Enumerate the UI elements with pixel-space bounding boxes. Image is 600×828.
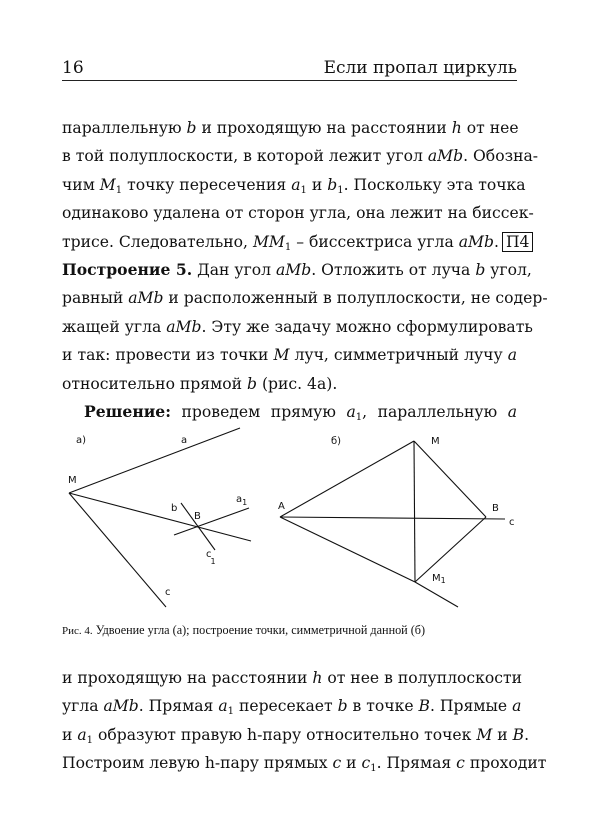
text-line: и так: провести из точки M луч, симметричный лучу a (62, 346, 517, 365)
page-number: 16 (62, 58, 84, 78)
label-M: M (68, 475, 77, 486)
label-B: B (194, 511, 201, 522)
figure-panel-b (280, 441, 505, 607)
text-line: параллельную b и проходящую на расстоянии h от нее (62, 119, 519, 137)
figure-caption: Рис. 4. Удвоение угла (а); построение точки, симметричной данной (б) (62, 623, 426, 637)
label-M1: $M_1$ (432, 573, 446, 585)
construction-heading: Построение 5. (62, 259, 193, 279)
label-a1: $a_1$ (236, 494, 248, 507)
label-M-b: M (431, 436, 440, 447)
label-b: b (171, 503, 178, 514)
text-line: чим $M_1$ точку пересечения $a_1$ и $b_1$. Поскольку эта точка (62, 175, 526, 196)
label-A: A (278, 501, 285, 512)
label-B-b: B (492, 503, 499, 514)
text-line: в той полуплоскости, в которой лежит угол aMb. Обозна- (62, 147, 539, 166)
figure-4 (62, 425, 522, 615)
paragraph-top (62, 114, 548, 426)
text-line: Построим левую h-пару прямых c и $c_1$. Прямая c проходит (62, 754, 547, 775)
label-c: c (165, 587, 171, 598)
segment-AM1 (280, 517, 415, 582)
ray-c-line (69, 493, 166, 607)
running-title: Если пропал циркуль (323, 58, 517, 78)
text-line: жащей угла aMb. Эту же задачу можно сформулировать (62, 317, 533, 336)
segment-M1B (415, 517, 486, 582)
text-line: Построение 5. Дан угол aMb. Отложить от луча b угол, (62, 259, 532, 279)
text-line: и $a_1$ образуют правую h-пару относительно точек M и B. (62, 725, 530, 746)
text-line: трисе. Следовательно, $MM_1$ – биссектриса угла aMb. П4 (62, 228, 517, 256)
segment-MB (414, 441, 486, 517)
extension-line (415, 582, 458, 607)
panel-b-label: б) (331, 436, 342, 447)
proof-end-box: П4 (502, 232, 534, 252)
running-header (62, 58, 517, 81)
label-c-b: c (509, 517, 515, 528)
solution-label: Решение: (84, 401, 171, 421)
text-line: равный aMb и расположенный в полуплоскости, не содер- (62, 289, 548, 308)
text-line: угла aMb. Прямая $a_1$ пересекает b в точке B. Прямые a (62, 697, 522, 718)
ray-a-line (69, 428, 240, 493)
label-a: a (181, 435, 188, 446)
segment-MM1 (414, 441, 415, 582)
label-c1: c1 (206, 549, 216, 566)
text-line: Решение: проведем прямую $a_1$, параллельную a (84, 401, 517, 423)
panel-a-label: а) (76, 435, 87, 446)
figure-panel-a (69, 428, 251, 607)
line-c (280, 517, 505, 519)
segment-AM (280, 441, 414, 517)
paragraph-bottom (62, 664, 547, 778)
text-line: и проходящую на расстоянии h от нее в полуплоскости (62, 669, 523, 687)
text-line: одинаково удалена от сторон угла, она лежит на биссек- (62, 204, 534, 223)
text-line: относительно прямой b (рис. 4а). (62, 374, 338, 393)
